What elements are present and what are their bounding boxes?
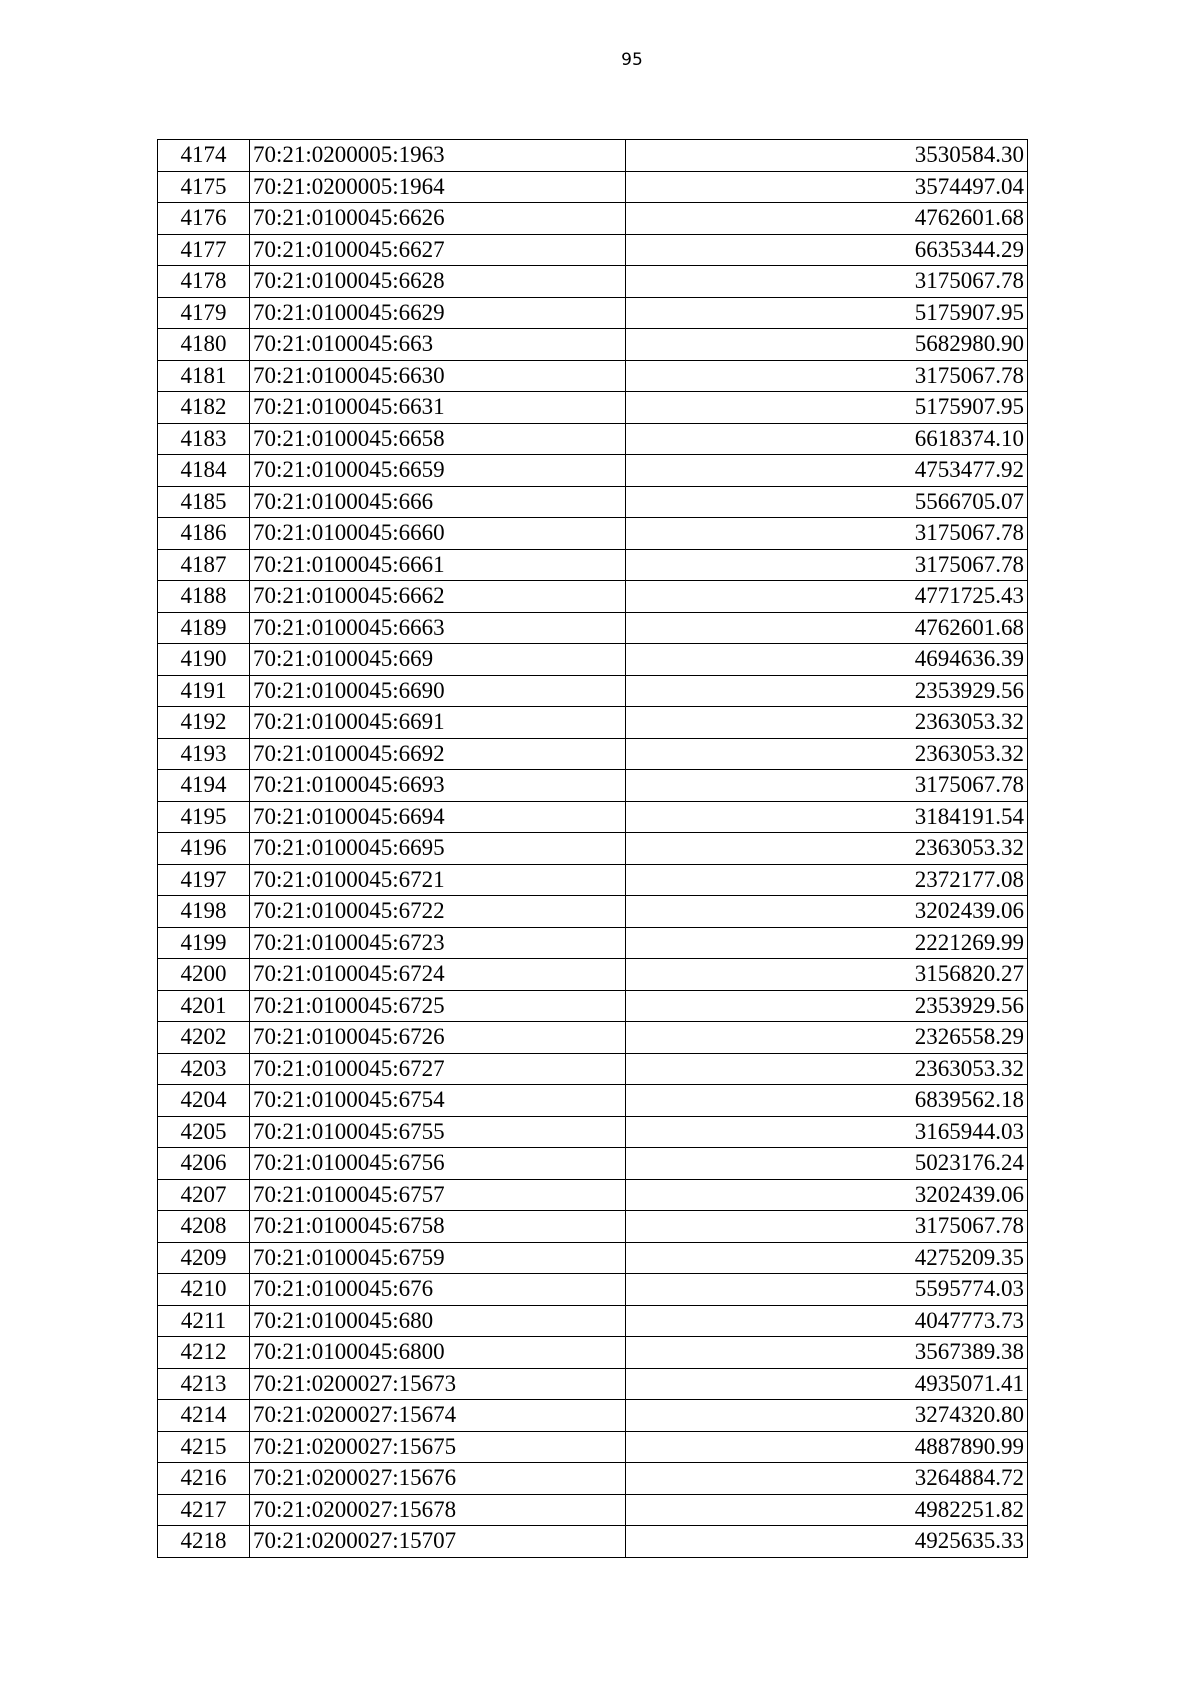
row-number-cell: 4180 (158, 329, 250, 361)
cadastral-value-cell: 5595774.03 (626, 1274, 1028, 1306)
cadastral-value-cell: 3202439.06 (626, 896, 1028, 928)
cadastral-value-cell: 3156820.27 (626, 959, 1028, 991)
cadastral-value-cell: 6839562.18 (626, 1085, 1028, 1117)
cadastral-value-cell: 3175067.78 (626, 770, 1028, 802)
cadastral-value-cell: 5175907.95 (626, 392, 1028, 424)
row-number-cell: 4218 (158, 1526, 250, 1558)
cadastral-number-cell: 70:21:0100045:6631 (250, 392, 626, 424)
cadastral-value-cell: 3175067.78 (626, 549, 1028, 581)
cadastral-value-cell: 2353929.56 (626, 675, 1028, 707)
table-row (158, 549, 1028, 581)
table-row (158, 990, 1028, 1022)
cadastral-number-cell: 70:21:0200005:1963 (250, 140, 626, 172)
table-row (158, 1116, 1028, 1148)
cadastral-number-cell: 70:21:0100045:6755 (250, 1116, 626, 1148)
cadastral-number-cell: 70:21:0100045:6658 (250, 423, 626, 455)
cadastral-value-cell: 3175067.78 (626, 1211, 1028, 1243)
cadastral-value-cell: 4753477.92 (626, 455, 1028, 487)
row-number-cell: 4193 (158, 738, 250, 770)
cadastral-number-cell: 70:21:0200027:15707 (250, 1526, 626, 1558)
row-number-cell: 4191 (158, 675, 250, 707)
cadastral-value-cell: 2363053.32 (626, 833, 1028, 865)
row-number-cell: 4174 (158, 140, 250, 172)
cadastral-value-cell: 5682980.90 (626, 329, 1028, 361)
row-number-cell: 4200 (158, 959, 250, 991)
cadastral-value-cell: 2353929.56 (626, 990, 1028, 1022)
cadastral-number-cell: 70:21:0100045:6661 (250, 549, 626, 581)
row-number-cell: 4189 (158, 612, 250, 644)
row-number-cell: 4205 (158, 1116, 250, 1148)
row-number-cell: 4215 (158, 1431, 250, 1463)
row-number-cell: 4209 (158, 1242, 250, 1274)
row-number-cell: 4203 (158, 1053, 250, 1085)
table-row (158, 1368, 1028, 1400)
cadastral-number-cell: 70:21:0200005:1964 (250, 171, 626, 203)
cadastral-value-cell: 4694636.39 (626, 644, 1028, 676)
cadastral-value-cell: 2363053.32 (626, 1053, 1028, 1085)
row-number-cell: 4217 (158, 1494, 250, 1526)
cadastral-value-cell: 3202439.06 (626, 1179, 1028, 1211)
cadastral-value-cell: 3165944.03 (626, 1116, 1028, 1148)
table-row (158, 1022, 1028, 1054)
cadastral-number-cell: 70:21:0100045:6629 (250, 297, 626, 329)
table-row (158, 1463, 1028, 1495)
table-row (158, 864, 1028, 896)
cadastral-value-cell: 3175067.78 (626, 266, 1028, 298)
table-body (158, 140, 1028, 1558)
cadastral-value-cell: 6635344.29 (626, 234, 1028, 266)
row-number-cell: 4212 (158, 1337, 250, 1369)
cadastral-value-cell: 4762601.68 (626, 612, 1028, 644)
table-row (158, 707, 1028, 739)
table-row (158, 1337, 1028, 1369)
cadastral-number-cell: 70:21:0200027:15676 (250, 1463, 626, 1495)
cadastral-value-cell: 4047773.73 (626, 1305, 1028, 1337)
cadastral-value-cell: 2326558.29 (626, 1022, 1028, 1054)
row-number-cell: 4175 (158, 171, 250, 203)
cadastral-value-cell: 4982251.82 (626, 1494, 1028, 1526)
cadastral-number-cell: 70:21:0100045:663 (250, 329, 626, 361)
row-number-cell: 4208 (158, 1211, 250, 1243)
cadastral-value-cell: 3184191.54 (626, 801, 1028, 833)
table-row (158, 1305, 1028, 1337)
cadastral-number-cell: 70:21:0100045:6627 (250, 234, 626, 266)
cadastral-value-cell: 6618374.10 (626, 423, 1028, 455)
table-row (158, 1274, 1028, 1306)
cadastral-number-cell: 70:21:0100045:6725 (250, 990, 626, 1022)
cadastral-number-cell: 70:21:0100045:6662 (250, 581, 626, 613)
cadastral-value-cell: 5023176.24 (626, 1148, 1028, 1180)
row-number-cell: 4182 (158, 392, 250, 424)
table-row (158, 1179, 1028, 1211)
row-number-cell: 4206 (158, 1148, 250, 1180)
table-row (158, 675, 1028, 707)
table-row (158, 392, 1028, 424)
cadastral-number-cell: 70:21:0100045:6756 (250, 1148, 626, 1180)
cadastral-number-cell: 70:21:0100045:6727 (250, 1053, 626, 1085)
cadastral-number-cell: 70:21:0100045:6626 (250, 203, 626, 235)
cadastral-value-table (157, 139, 1028, 1558)
table-row (158, 738, 1028, 770)
cadastral-value-cell: 3264884.72 (626, 1463, 1028, 1495)
cadastral-number-cell: 70:21:0100045:6659 (250, 455, 626, 487)
page-number: 95 (621, 50, 643, 70)
cadastral-number-cell: 70:21:0100045:666 (250, 486, 626, 518)
row-number-cell: 4211 (158, 1305, 250, 1337)
cadastral-value-cell: 2372177.08 (626, 864, 1028, 896)
row-number-cell: 4216 (158, 1463, 250, 1495)
cadastral-number-cell: 70:21:0100045:6630 (250, 360, 626, 392)
cadastral-number-cell: 70:21:0100045:6723 (250, 927, 626, 959)
cadastral-number-cell: 70:21:0100045:6722 (250, 896, 626, 928)
cadastral-number-cell: 70:21:0200027:15678 (250, 1494, 626, 1526)
cadastral-value-cell: 3574497.04 (626, 171, 1028, 203)
row-number-cell: 4190 (158, 644, 250, 676)
table-row (158, 329, 1028, 361)
table-row (158, 1494, 1028, 1526)
table-row (158, 518, 1028, 550)
table-row (158, 801, 1028, 833)
cadastral-number-cell: 70:21:0100045:6628 (250, 266, 626, 298)
table-row (158, 171, 1028, 203)
row-number-cell: 4179 (158, 297, 250, 329)
table-row (158, 1400, 1028, 1432)
row-number-cell: 4199 (158, 927, 250, 959)
row-number-cell: 4185 (158, 486, 250, 518)
cadastral-number-cell: 70:21:0200027:15675 (250, 1431, 626, 1463)
cadastral-number-cell: 70:21:0100045:676 (250, 1274, 626, 1306)
cadastral-number-cell: 70:21:0100045:6758 (250, 1211, 626, 1243)
table-row (158, 203, 1028, 235)
table-row (158, 927, 1028, 959)
cadastral-value-cell: 4762601.68 (626, 203, 1028, 235)
cadastral-value-cell: 5175907.95 (626, 297, 1028, 329)
cadastral-number-cell: 70:21:0200027:15673 (250, 1368, 626, 1400)
row-number-cell: 4183 (158, 423, 250, 455)
table-row (158, 1431, 1028, 1463)
cadastral-value-cell: 2363053.32 (626, 707, 1028, 739)
table-row (158, 1053, 1028, 1085)
cadastral-value-cell: 2363053.32 (626, 738, 1028, 770)
row-number-cell: 4178 (158, 266, 250, 298)
row-number-cell: 4197 (158, 864, 250, 896)
table-row (158, 1526, 1028, 1558)
table-row (158, 423, 1028, 455)
cadastral-number-cell: 70:21:0200027:15674 (250, 1400, 626, 1432)
table-row (158, 612, 1028, 644)
row-number-cell: 4202 (158, 1022, 250, 1054)
row-number-cell: 4187 (158, 549, 250, 581)
table-row (158, 1085, 1028, 1117)
table-row (158, 360, 1028, 392)
cadastral-value-cell: 4275209.35 (626, 1242, 1028, 1274)
cadastral-number-cell: 70:21:0100045:6691 (250, 707, 626, 739)
cadastral-number-cell: 70:21:0100045:6690 (250, 675, 626, 707)
cadastral-value-cell: 4887890.99 (626, 1431, 1028, 1463)
table-row (158, 1211, 1028, 1243)
row-number-cell: 4201 (158, 990, 250, 1022)
table-row (158, 833, 1028, 865)
table-row (158, 644, 1028, 676)
row-number-cell: 4204 (158, 1085, 250, 1117)
table-row (158, 581, 1028, 613)
table-row (158, 896, 1028, 928)
cadastral-number-cell: 70:21:0100045:6695 (250, 833, 626, 865)
table-row (158, 770, 1028, 802)
cadastral-value-cell: 4925635.33 (626, 1526, 1028, 1558)
row-number-cell: 4186 (158, 518, 250, 550)
cadastral-value-cell: 3567389.38 (626, 1337, 1028, 1369)
table-row (158, 234, 1028, 266)
cadastral-number-cell: 70:21:0100045:6660 (250, 518, 626, 550)
row-number-cell: 4196 (158, 833, 250, 865)
cadastral-value-cell: 4935071.41 (626, 1368, 1028, 1400)
row-number-cell: 4184 (158, 455, 250, 487)
cadastral-value-cell: 3530584.30 (626, 140, 1028, 172)
cadastral-value-cell: 2221269.99 (626, 927, 1028, 959)
cadastral-number-cell: 70:21:0100045:680 (250, 1305, 626, 1337)
table-row (158, 1242, 1028, 1274)
table-row (158, 455, 1028, 487)
cadastral-number-cell: 70:21:0100045:6692 (250, 738, 626, 770)
row-number-cell: 4195 (158, 801, 250, 833)
row-number-cell: 4181 (158, 360, 250, 392)
table-row (158, 959, 1028, 991)
cadastral-value-cell: 3175067.78 (626, 518, 1028, 550)
cadastral-number-cell: 70:21:0100045:6694 (250, 801, 626, 833)
cadastral-number-cell: 70:21:0100045:6663 (250, 612, 626, 644)
row-number-cell: 4192 (158, 707, 250, 739)
cadastral-number-cell: 70:21:0100045:6759 (250, 1242, 626, 1274)
cadastral-number-cell: 70:21:0100045:669 (250, 644, 626, 676)
cadastral-number-cell: 70:21:0100045:6724 (250, 959, 626, 991)
cadastral-value-cell: 3274320.80 (626, 1400, 1028, 1432)
cadastral-number-cell: 70:21:0100045:6726 (250, 1022, 626, 1054)
row-number-cell: 4214 (158, 1400, 250, 1432)
row-number-cell: 4207 (158, 1179, 250, 1211)
cadastral-value-cell: 5566705.07 (626, 486, 1028, 518)
cadastral-number-cell: 70:21:0100045:6757 (250, 1179, 626, 1211)
cadastral-value-cell: 4771725.43 (626, 581, 1028, 613)
cadastral-number-cell: 70:21:0100045:6800 (250, 1337, 626, 1369)
table-row (158, 1148, 1028, 1180)
table-row (158, 140, 1028, 172)
row-number-cell: 4176 (158, 203, 250, 235)
cadastral-number-cell: 70:21:0100045:6693 (250, 770, 626, 802)
row-number-cell: 4213 (158, 1368, 250, 1400)
cadastral-value-table-container (157, 139, 1028, 1558)
cadastral-number-cell: 70:21:0100045:6754 (250, 1085, 626, 1117)
table-row (158, 297, 1028, 329)
table-row (158, 486, 1028, 518)
row-number-cell: 4198 (158, 896, 250, 928)
cadastral-number-cell: 70:21:0100045:6721 (250, 864, 626, 896)
row-number-cell: 4188 (158, 581, 250, 613)
row-number-cell: 4210 (158, 1274, 250, 1306)
row-number-cell: 4177 (158, 234, 250, 266)
cadastral-value-cell: 3175067.78 (626, 360, 1028, 392)
row-number-cell: 4194 (158, 770, 250, 802)
table-row (158, 266, 1028, 298)
